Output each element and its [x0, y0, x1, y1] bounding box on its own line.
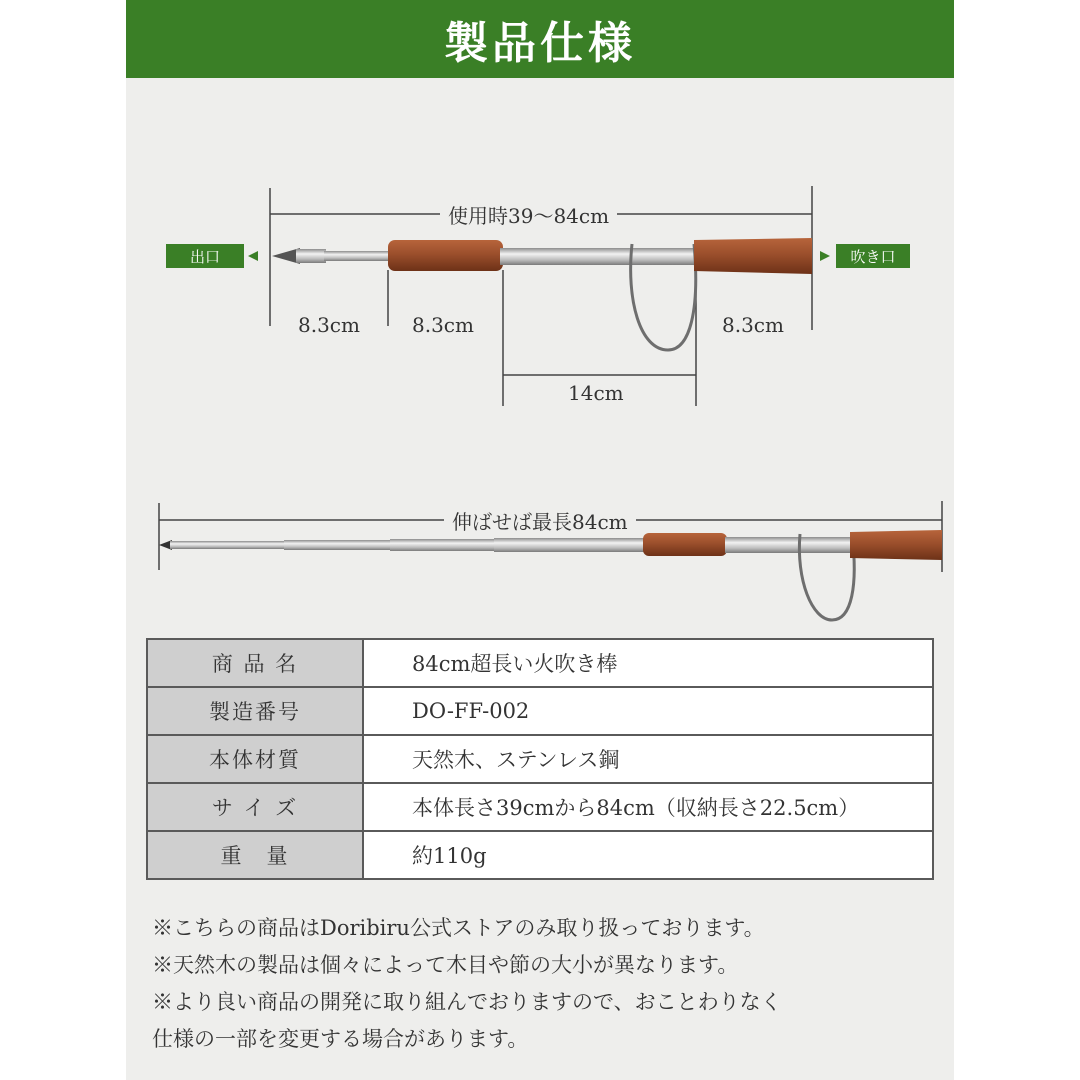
inner-tube: [324, 251, 390, 261]
blow-tag: [836, 244, 910, 268]
segment-grip-back-label: 8.3cm: [722, 313, 784, 337]
spec-value: 天然木、ステンレス鋼: [363, 735, 933, 783]
table-row: [147, 831, 933, 879]
exit-arrow-icon: [248, 251, 258, 261]
page-title: 製品仕様: [444, 18, 636, 69]
spec-key: 重 量: [147, 831, 363, 879]
note-line: 仕様の一部を変更する場合があります。: [152, 1027, 529, 1051]
table-row: [147, 783, 933, 831]
wood-grip-front: [388, 240, 503, 271]
table-row: [147, 639, 933, 687]
note-line: ※天然木の製品は個々によって木目や節の大小が異なります。: [152, 953, 739, 977]
spec-key: 製造番号: [147, 687, 363, 735]
exit-tag-label: 出口: [189, 247, 220, 266]
max-length-label: 伸ばせば最長84cm: [444, 506, 636, 535]
spec-value: 84cm超長い火吹き棒: [363, 639, 933, 687]
note-line: ※より良い商品の開発に取り組んでおりますので、おことわりなく: [152, 990, 782, 1014]
note-line: ※こちらの商品はDoribiru公式ストアのみ取り扱っております。: [152, 916, 765, 940]
wood-grip-back: [694, 238, 812, 274]
nozzle: [296, 249, 326, 263]
main-tube: [500, 248, 700, 265]
spec-key: サ イ ズ: [147, 783, 363, 831]
spec-value: 本体長さ39cmから84cm（収納長さ22.5cm）: [363, 783, 933, 831]
spec-table: [146, 638, 934, 880]
table-row: [147, 735, 933, 783]
segment-nozzle-label: 8.3cm: [298, 313, 360, 337]
table-row: [147, 687, 933, 735]
wood-grip-front-extended: [643, 533, 727, 556]
blow-pipe-extended: [159, 530, 942, 620]
spec-key: 本体材質: [147, 735, 363, 783]
exit-tag: [166, 244, 244, 268]
spec-key: 商 品 名: [147, 639, 363, 687]
spec-value: DO-FF-002: [363, 687, 933, 735]
overall-length-label: 使用時39～84cm: [440, 200, 617, 229]
segment-grip-front-label: 8.3cm: [412, 313, 474, 337]
notes: [152, 910, 932, 1058]
blow-tag-label: 吹き口: [850, 247, 896, 266]
wood-grip-back-extended: [850, 530, 942, 560]
blow-arrow-icon: [820, 251, 830, 261]
middle-length-label: 14cm: [568, 381, 624, 405]
spec-value: 約110g: [363, 831, 933, 879]
nozzle-tip: [272, 248, 300, 264]
